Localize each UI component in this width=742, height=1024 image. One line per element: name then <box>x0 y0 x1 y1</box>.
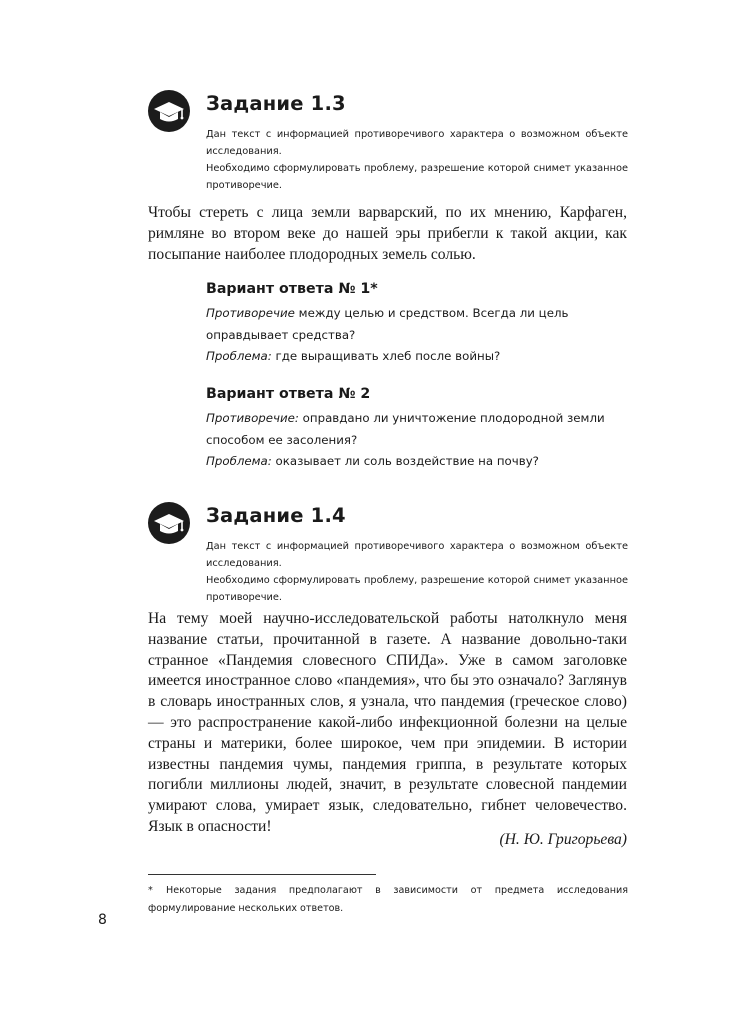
task-description-line: Дан текст с информацией противоречивого характера о возможном объекте исследования. <box>206 541 628 569</box>
task-description-line: Необходимо сформулировать проблему, разрешение которой снимет указанное противоречие. <box>206 163 628 191</box>
task-title: Задание 1.3 <box>206 92 346 115</box>
contradiction-line <box>206 303 628 346</box>
footnote-mark: * <box>148 885 153 896</box>
graduation-cap-icon <box>148 90 190 132</box>
footnote-text: Некоторые задания предполагают в зависимости от предмета исследования формулирование нескольких ответов. <box>148 885 628 914</box>
answer-variant-1 <box>206 279 628 368</box>
answer-variant-2 <box>206 384 628 473</box>
variant-title: Вариант ответа № 1* <box>206 281 378 297</box>
problem-text: оказывает ли соль воздействие на почву? <box>271 454 539 468</box>
footnote-divider <box>148 874 376 875</box>
task-1-3-text: Чтобы стереть с лица земли варварский, по их мнению, Карфаген, римляне во втором веке до нашей эры прибегли к такой акции, как посыпание наиболее плодородных земель солью. <box>148 204 627 263</box>
problem-line <box>206 451 628 473</box>
variant-title: Вариант ответа № 2 <box>206 386 371 402</box>
author-attribution: (Н. Ю. Григорьева) <box>499 831 627 848</box>
contradiction-text: оправдано ли уничтожение плодородной земли способом ее засоления? <box>206 411 605 447</box>
problem-text: где выращивать хлеб после войны? <box>271 349 501 363</box>
task-description <box>206 126 628 194</box>
contradiction-line <box>206 408 628 451</box>
graduation-cap-icon <box>148 502 190 544</box>
contradiction-label: Противоречие: <box>206 411 299 425</box>
problem-line <box>206 346 628 368</box>
task-1-4-text: На тему моей научно-исследовательской работы натолкнуло меня название статьи, прочитанной в газете. А название довольно-таки странное «Пандемия словесного СПИДа». Уже в самом заголовке имеется иностранное слово «пандемия», что бы это означало? Заглянув в словарь иностранных слов, я узнала, что пандемия (греческое слово) — это распространение какой-либо инфекционной болезни на целые страны и материки, более широкое, чем при эпидемии. В истории известны пандемия чумы, пандемия гриппа, в результате которых погибли миллионы людей, значит, в результате словесной пандемии умирают слова, умирает язык, следовательно, гибнет человечество. Язык в опасности! <box>148 610 627 835</box>
task-description <box>206 538 628 606</box>
problem-label: Проблема: <box>206 349 272 363</box>
task-description-line: Необходимо сформулировать проблему, разрешение которой снимет указанное противоречие. <box>206 575 628 603</box>
task-description-line: Дан текст с информацией противоречивого характера о возможном объекте исследования. <box>206 129 628 157</box>
task-title: Задание 1.4 <box>206 504 346 527</box>
contradiction-text: между целью и средством. Всегда ли цель оправдывает средства? <box>206 306 569 342</box>
contradiction-label: Противоречие <box>206 306 295 320</box>
page-number: 8 <box>98 912 107 928</box>
footnote <box>148 882 628 918</box>
problem-label: Проблема: <box>206 454 272 468</box>
